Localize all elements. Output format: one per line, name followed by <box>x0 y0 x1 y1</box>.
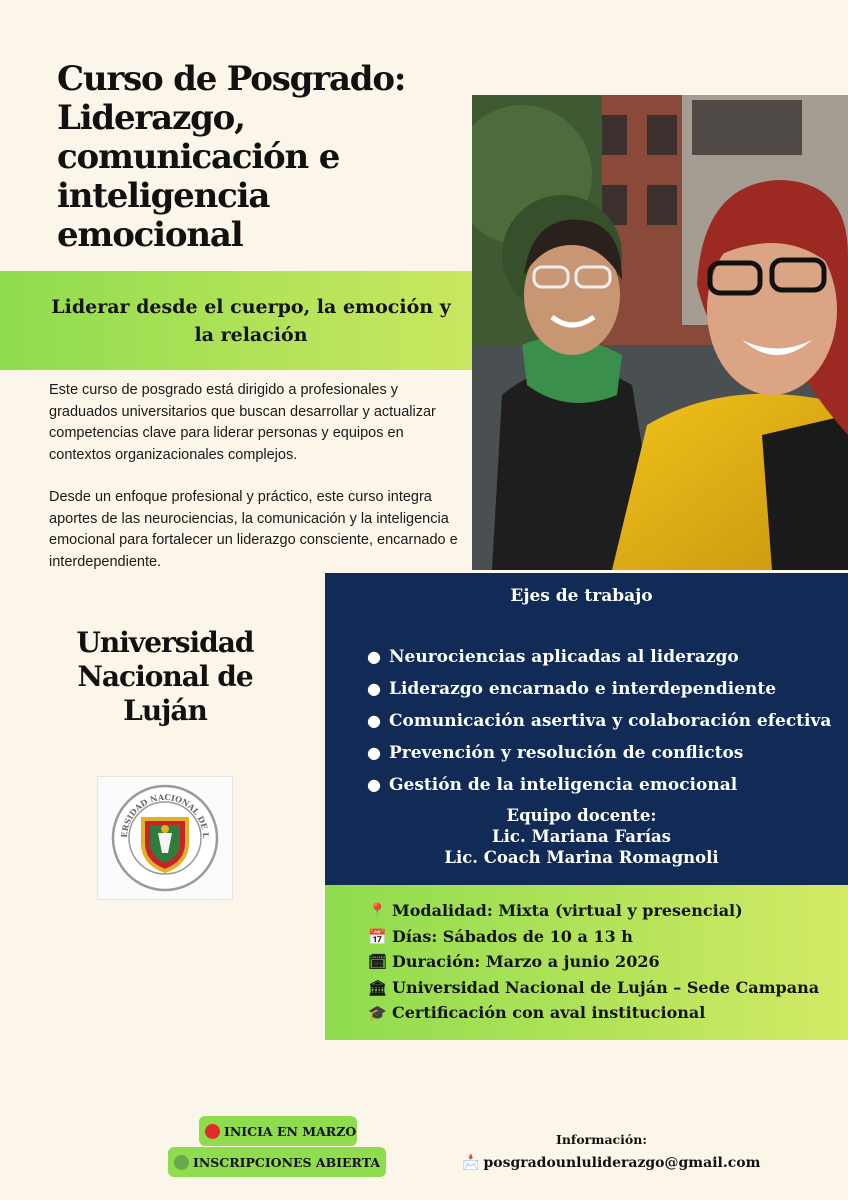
detail-text: Universidad Nacional de Luján – Sede Campana <box>392 977 820 997</box>
contact-email[interactable] <box>462 1155 760 1171</box>
seal-text: ERSIDAD NACIONAL DE L <box>118 791 212 839</box>
envelope-icon: 📩 <box>462 1155 480 1171</box>
green-dot-icon <box>174 1155 189 1170</box>
ejes-item <box>367 769 831 801</box>
ejes-item <box>367 641 831 673</box>
detail-text: Duración: Marzo a junio 2026 <box>392 952 660 971</box>
ejes-item <box>367 705 831 737</box>
description-paragraph-2: Desde un enfoque profesional y práctico, este curso integra aportes de las neurociencias, la comunicación y la inteligencia emocional para fortalecer un liderazgo consciente, encarnado e interdependiente. <box>49 489 458 570</box>
ejes-item-text: Gestión de la inteligencia emocional <box>389 775 738 795</box>
bullet-icon: ● <box>367 775 381 794</box>
building-icon: 🏛 <box>368 978 388 997</box>
team-member: Lic. Mariana Farías <box>492 827 671 846</box>
instructors-photo <box>472 95 848 570</box>
calendar-icon: 📅 <box>368 927 387 946</box>
detail-venue <box>368 975 819 1001</box>
subtitle-band <box>0 271 472 370</box>
university-logo <box>97 776 233 900</box>
detail-modality <box>368 898 819 924</box>
details-list <box>368 898 819 1026</box>
ejes-panel <box>325 573 848 885</box>
ejes-item-text: Comunicación asertiva y colaboración efectiva <box>389 711 832 731</box>
ejes-item-text: Liderazgo encarnado e interdependiente <box>389 679 777 699</box>
spiral-calendar-icon: 🗓 <box>368 953 388 971</box>
start-badge-text: INICIA EN MARZO <box>224 1123 357 1139</box>
ejes-list <box>367 641 831 801</box>
detail-text: Modalidad: Mixta (virtual y presencial) <box>392 901 743 920</box>
ejes-item <box>367 673 831 705</box>
university-name: Universidad Nacional de Luján <box>76 626 254 727</box>
team-member: Lic. Coach Marina Romagnoli <box>444 848 719 867</box>
course-description <box>49 380 459 594</box>
ejes-item-text: Neurociencias aplicadas al liderazgo <box>389 647 739 667</box>
start-badge <box>199 1116 357 1146</box>
detail-text: Días: Sábados de 10 a 13 h <box>392 926 633 946</box>
bullet-icon: ● <box>367 647 381 666</box>
detail-text: Certificación con aval institucional <box>392 1003 706 1022</box>
registration-badge-text: INSCRIPCIONES ABIERTA <box>193 1154 381 1170</box>
bullet-icon: ● <box>367 679 381 698</box>
email-text[interactable]: posgradounluliderazgo@gmail.com <box>483 1155 761 1171</box>
team-heading: Equipo docente: <box>506 806 657 825</box>
detail-duration <box>368 949 819 975</box>
bullet-icon: ● <box>367 743 381 762</box>
teaching-team <box>325 805 838 868</box>
description-paragraph-1: Este curso de posgrado está dirigido a profesionales y graduados universitarios que buscan desarrollar y actualizar competencias clave para liderar personas y equipos en contextos organizacionales complejos. <box>49 382 436 463</box>
contact-label: Información: <box>556 1132 647 1147</box>
registration-badge <box>168 1147 386 1177</box>
bullet-icon: ● <box>367 711 381 730</box>
ejes-item-text: Prevención y resolución de conflictos <box>389 743 744 763</box>
detail-days <box>368 924 819 950</box>
ejes-heading: Ejes de trabajo <box>510 586 653 606</box>
graduation-cap-icon: 🎓 <box>368 1004 387 1022</box>
ejes-item <box>367 737 831 769</box>
course-title: Curso de Posgrado: Liderazgo, comunicación e inteligencia emocional <box>57 59 406 255</box>
course-subtitle: Liderar desde el cuerpo, la emoción y la relación <box>51 295 451 346</box>
red-dot-icon <box>205 1124 220 1139</box>
detail-certification <box>368 1000 819 1026</box>
pin-icon: 📍 <box>368 902 387 920</box>
details-panel <box>325 885 848 1040</box>
